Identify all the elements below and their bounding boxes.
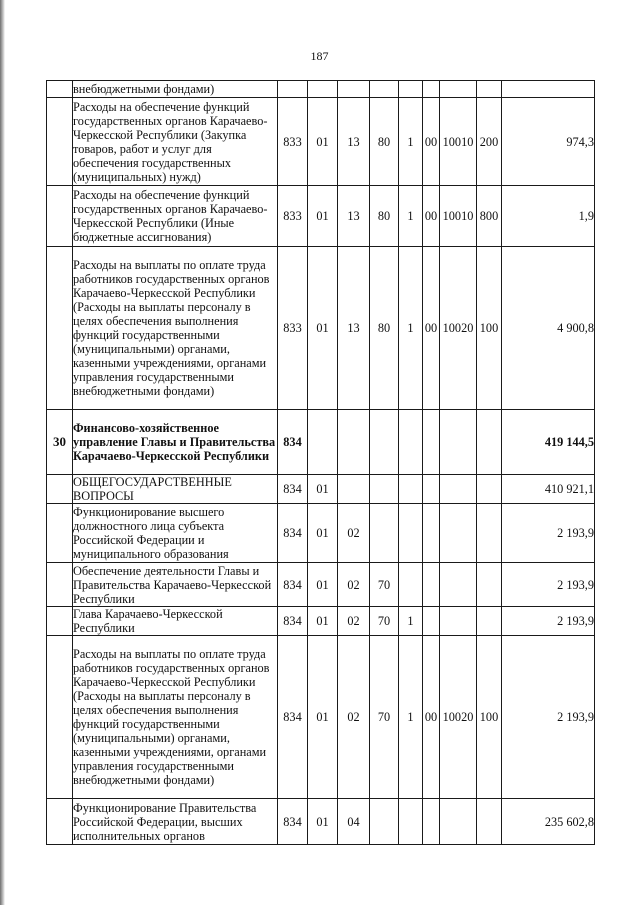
table-body [47,81,595,845]
row-subsection [338,410,370,475]
row-admin-code: 834 [278,475,308,504]
row-subprogram [399,504,423,563]
row-direction: 10020 [440,247,477,410]
row-name: внебюджетными фондами) [73,81,278,98]
row-name: Расходы на обеспечение функций государственных органов Карачаево-Черкесской Республики (Закупка товаров, работ и услуг для обеспечения государственных (муниципальных) нужд) [73,98,278,186]
row-direction [440,475,477,504]
table-row [47,81,595,98]
row-subprogram: 1 [399,607,423,636]
row-direction [440,410,477,475]
row-program: 70 [370,607,399,636]
row-number [47,504,73,563]
row-name: Функционирование Правительства Российской Федерации, высших исполнительных органов [73,799,278,845]
row-number [47,563,73,607]
row-subprogram [399,563,423,607]
row-amount: 419 144,5 [502,410,595,475]
row-expense-type [477,504,502,563]
row-name: Глава Карачаево-Черкесской Республики [73,607,278,636]
row-section: 01 [308,636,338,799]
row-amount: 2 193,9 [502,563,595,607]
row-subsection: 02 [338,636,370,799]
row-section: 01 [308,475,338,504]
row-subprogram: 1 [399,98,423,186]
row-main-event [423,607,440,636]
row-admin-code: 834 [278,563,308,607]
row-number [47,636,73,799]
row-name: Финансово-хозяйственное управление Главы и Правительства Карачаево-Черкесской Республики [73,410,278,475]
row-direction: 10020 [440,636,477,799]
row-subsection [338,81,370,98]
row-admin-code: 834 [278,636,308,799]
row-amount: 410 921,1 [502,475,595,504]
row-program [370,504,399,563]
row-subsection: 13 [338,247,370,410]
row-name: Расходы на выплаты по оплате труда работников государственных органов Карачаево-Черкесской Республики (Расходы на выплаты персоналу в целях обеспечения выполнения функций государственными (муниципальными) органами, казенными учреждениями, органами управления государственными внебюджетными фондами) [73,636,278,799]
row-section: 01 [308,186,338,247]
row-section: 01 [308,607,338,636]
row-expense-type [477,81,502,98]
row-section: 01 [308,563,338,607]
row-amount: 4 900,8 [502,247,595,410]
row-main-event [423,475,440,504]
row-expense-type [477,475,502,504]
row-expense-type [477,607,502,636]
row-admin-code: 834 [278,607,308,636]
row-expense-type: 100 [477,247,502,410]
row-direction [440,563,477,607]
row-subprogram: 1 [399,186,423,247]
row-main-event: 00 [423,247,440,410]
row-direction: 10010 [440,98,477,186]
row-number [47,98,73,186]
row-program: 80 [370,247,399,410]
table-row [47,504,595,563]
row-section: 01 [308,504,338,563]
row-number [47,247,73,410]
row-direction [440,81,477,98]
row-name: Расходы на выплаты по оплате труда работников государственных органов Карачаево-Черкесской Республики (Расходы на выплаты персоналу в целях обеспечения выполнения функций государственными (муниципальными) органами, казенными учреждениями, органами управления государственными внебюджетными фондами) [73,247,278,410]
row-subsection [338,475,370,504]
row-amount: 235 602,8 [502,799,595,845]
row-main-event: 00 [423,98,440,186]
row-name: Функционирование высшего должностного лица субъекта Российской Федерации и муниципального образования [73,504,278,563]
row-subsection: 04 [338,799,370,845]
row-subprogram [399,410,423,475]
row-main-event: 00 [423,636,440,799]
row-section [308,81,338,98]
row-direction [440,607,477,636]
row-name: ОБЩЕГОСУДАРСТВЕННЫЕ ВОПРОСЫ [73,475,278,504]
row-admin-code: 834 [278,504,308,563]
row-main-event [423,799,440,845]
table-row [47,475,595,504]
row-admin-code: 834 [278,410,308,475]
row-name: Обеспечение деятельности Главы и Правительства Карачаево-Черкесской Республики [73,563,278,607]
row-subprogram: 1 [399,247,423,410]
row-amount: 1,9 [502,186,595,247]
row-direction: 10010 [440,186,477,247]
scan-edge-shadow [0,0,5,905]
row-expense-type [477,563,502,607]
row-admin-code: 833 [278,98,308,186]
row-amount [502,81,595,98]
row-program: 80 [370,186,399,247]
row-number [47,186,73,247]
row-main-event [423,504,440,563]
row-name: Расходы на обеспечение функций государственных органов Карачаево-Черкесской Республики (Иные бюджетные ассигнования) [73,186,278,247]
row-subprogram [399,475,423,504]
row-subsection: 02 [338,607,370,636]
row-expense-type: 100 [477,636,502,799]
table-row [47,247,595,410]
row-section: 01 [308,247,338,410]
row-main-event [423,563,440,607]
table-row [47,98,595,186]
table-row [47,186,595,247]
row-expense-type: 800 [477,186,502,247]
table-row [47,636,595,799]
row-subsection: 02 [338,504,370,563]
row-section [308,410,338,475]
row-main-event: 00 [423,186,440,247]
page-number: 187 [310,49,329,63]
row-subprogram [399,799,423,845]
row-amount: 2 193,9 [502,636,595,799]
row-number [47,799,73,845]
row-amount: 2 193,9 [502,504,595,563]
row-program [370,410,399,475]
row-expense-type: 200 [477,98,502,186]
row-subprogram [399,81,423,98]
row-number [47,607,73,636]
row-subsection: 02 [338,563,370,607]
row-program: 70 [370,636,399,799]
row-admin-code: 833 [278,247,308,410]
row-admin-code: 833 [278,186,308,247]
row-subsection: 13 [338,186,370,247]
row-number [47,475,73,504]
budget-table [46,80,595,845]
row-expense-type [477,799,502,845]
row-program: 70 [370,563,399,607]
row-subsection: 13 [338,98,370,186]
row-amount: 974,3 [502,98,595,186]
row-main-event [423,410,440,475]
table-row [47,563,595,607]
row-direction [440,799,477,845]
table-row [47,799,595,845]
row-program: 80 [370,98,399,186]
table-row [47,607,595,636]
row-direction [440,504,477,563]
row-admin-code [278,81,308,98]
row-number [47,81,73,98]
row-expense-type [477,410,502,475]
row-program [370,81,399,98]
row-main-event [423,81,440,98]
table-row [47,410,595,475]
row-program [370,475,399,504]
row-program [370,799,399,845]
row-section: 01 [308,98,338,186]
row-admin-code: 834 [278,799,308,845]
row-section: 01 [308,799,338,845]
row-subprogram: 1 [399,636,423,799]
row-amount: 2 193,9 [502,607,595,636]
row-number: 30 [47,410,73,475]
